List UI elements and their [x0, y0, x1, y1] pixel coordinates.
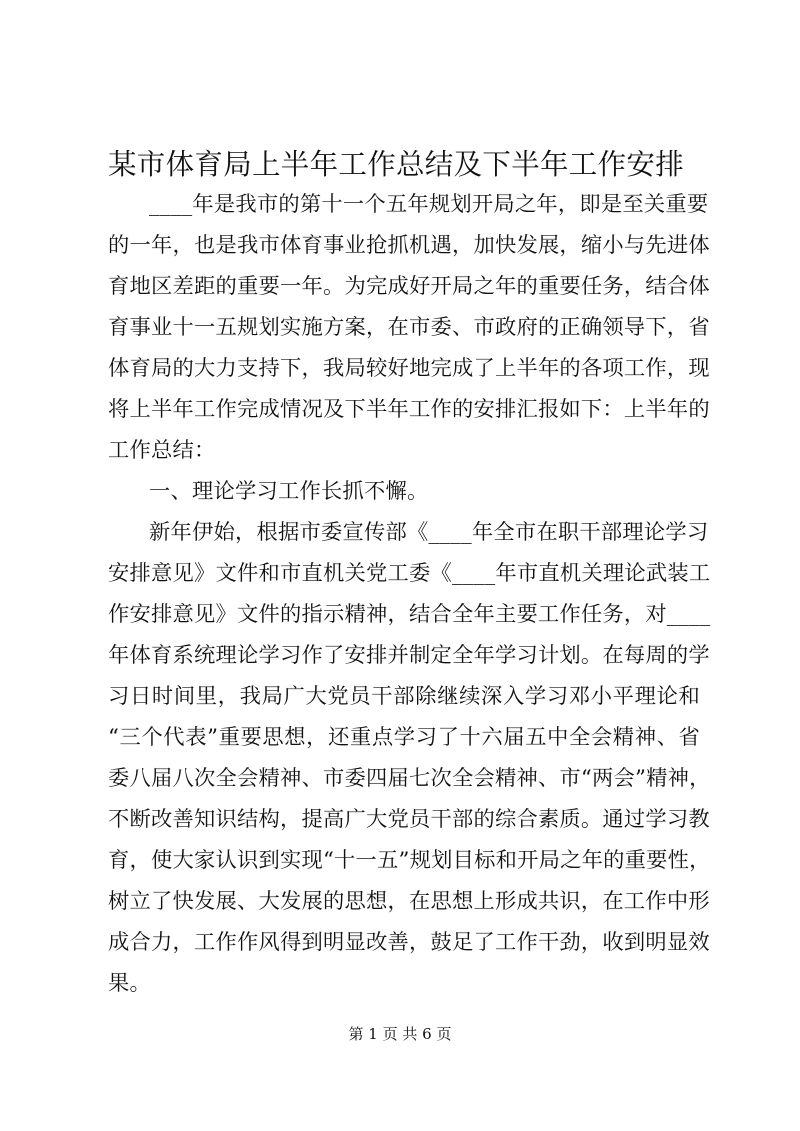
paragraph-line: 育事业十一五规划实施方案，在市委、市政府的正确领导下，省: [108, 315, 710, 340]
paragraph-line: 将上半年工作完成情况及下半年工作的安排汇报如下：上半年的: [108, 397, 710, 422]
paragraph-line: 育，使大家认识到实现“十一五”规划目标和开局之年的重要性，: [108, 848, 711, 873]
page-number-footer: 第 1 页 共 6 页: [348, 1025, 452, 1043]
paragraph-line: 年体育系统理论学习作了安排并制定全年学习计划。在每周的学: [108, 643, 710, 668]
paragraph-line: 习日时间里，我局广大党员干部除继续深入学习邓小平理论和: [108, 684, 700, 709]
document-title: 某市体育局上半年工作总结及下半年工作安排: [108, 148, 685, 181]
paragraph-line: ____年是我市的第十一个五年规划开局之年，即是至关重要: [149, 192, 709, 217]
paragraph-line: 不断改善知识结构，提高广大党员干部的综合素质。通过学习教: [108, 807, 710, 832]
paragraph-line: 成合力，工作作风得到明显改善，鼓足了工作干劲，收到明显效: [108, 930, 710, 955]
paragraph-line: 的一年，也是我市体育事业抢抓机遇，加快发展，缩小与先进体: [108, 233, 710, 258]
paragraph-line: 作安排意见》文件的指示精神，结合全年主要工作任务，对____: [108, 602, 711, 627]
paragraph-line: “三个代表”重要思想，还重点学习了十六届五中全会精神、省: [108, 725, 700, 750]
paragraph-line: 委八届八次全会精神、市委四届七次全会精神、市“两会”精神，: [108, 766, 711, 791]
paragraph-line: 安排意见》文件和市直机关党工委《____年市直机关理论武装工: [108, 561, 711, 586]
paragraph-line: 果。: [108, 971, 151, 996]
section-heading: 一、理论学习工作长抓不懈。: [149, 479, 429, 504]
paragraph-line: 体育局的大力支持下，我局较好地完成了上半年的各项工作，现: [108, 356, 710, 381]
paragraph-line: 工作总结：: [108, 438, 216, 463]
paragraph-line: 育地区差距的重要一年。为完成好开局之年的重要任务，结合体: [108, 274, 710, 299]
paragraph-line: 新年伊始，根据市委宣传部《____年全市在职干部理论学习: [149, 520, 709, 545]
paragraph-line: 树立了快发展、大发展的思想，在思想上形成共识，在工作中形: [108, 889, 710, 914]
